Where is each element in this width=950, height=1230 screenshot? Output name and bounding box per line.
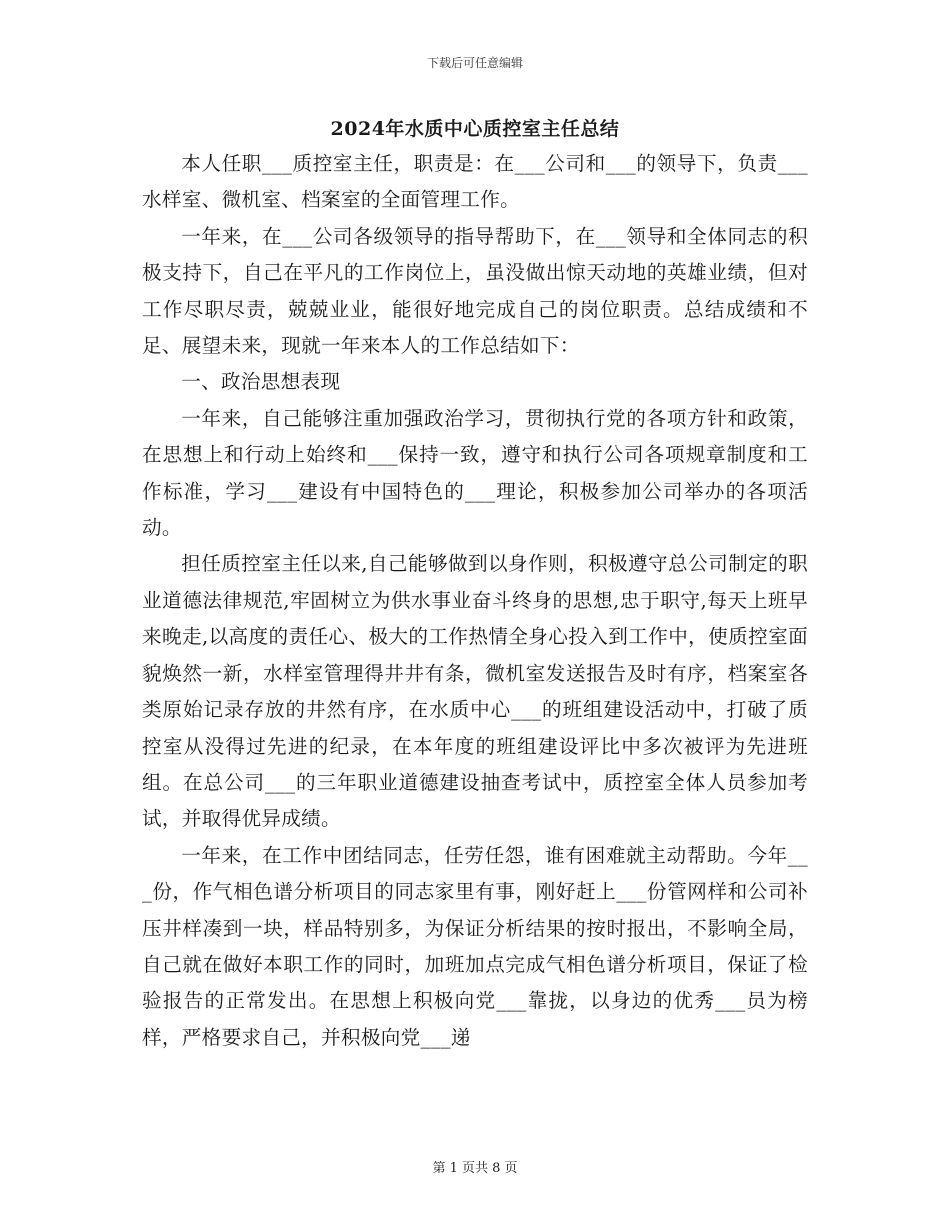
section-heading-political: 一、政治思想表现: [181, 370, 341, 394]
page-footer: 第 1 页共 8 页: [432, 1161, 518, 1176]
paragraph-overview: 一年来，在___公司各级领导的指导帮助下，在___领导和全体同志的积极支持下，自己在平凡的工作岗位上，虽没做出惊天动地的英雄业绩，但对工作尽职尽责，兢兢业业，能很好地完成自己的岗位职责。总结成绩和不足、展望未来，现就一年来本人的工作总结如下：: [142, 224, 808, 358]
paragraph-role-model: 担任质控室主任以来,自己能够做到以身作则，积极遵守总公司制定的职业道德法律规范,牢固树立为供水事业奋斗终身的思想,忠于职守,每天上班早来晚走,以高度的责任心、极大的工作热情全身心投入到工作中，使质控室面貌焕然一新，水样室管理得井井有条，微机室发送报告及时有序，档案室各类原始记录存放的井然有序，在水质中心___的班组建设活动中，打破了质控室从没得过先进的纪录，在本年度的班组建设评比中多次被评为先进班组。在总公司___的三年职业道德建设抽查考试中，质控室全体人员参加考试，并取得优异成绩。: [142, 552, 808, 831]
paragraph-duties: 本人任职___质控室主任，职责是：在___公司和___的领导下，负责___水样室、微机室、档案室的全面管理工作。: [142, 152, 808, 212]
document-title: 2024年水质中心质控室主任总结: [330, 118, 620, 140]
paragraph-teamwork: 一年来，在工作中团结同志，任劳任怨，谁有困难就主动帮助。今年___份，作气相色谱分析项目的同志家里有事，刚好赶上___份管网样和公司补压井样凑到一块，样品特别多，为保证分析结果的按时报出，不影响全局，自己就在做好本职工作的同时，加班加点完成气相色谱分析项目，保证了检验报告的正常发出。在思想上积极向党___靠拢，以身边的优秀___员为榜样，严格要求自己，并积极向党___递: [142, 843, 808, 1049]
header-note: 下载后可任意编辑: [426, 56, 523, 70]
paragraph-political-study: 一年来，自己能够注重加强政治学习，贯彻执行党的各项方针和政策，在思想上和行动上始终和___保持一致，遵守和执行公司各项规章制度和工作标准，学习___建设有中国特色的___理论，积极参加公司举办的各项活动。: [142, 406, 808, 540]
document-body: [142, 146, 808, 1056]
